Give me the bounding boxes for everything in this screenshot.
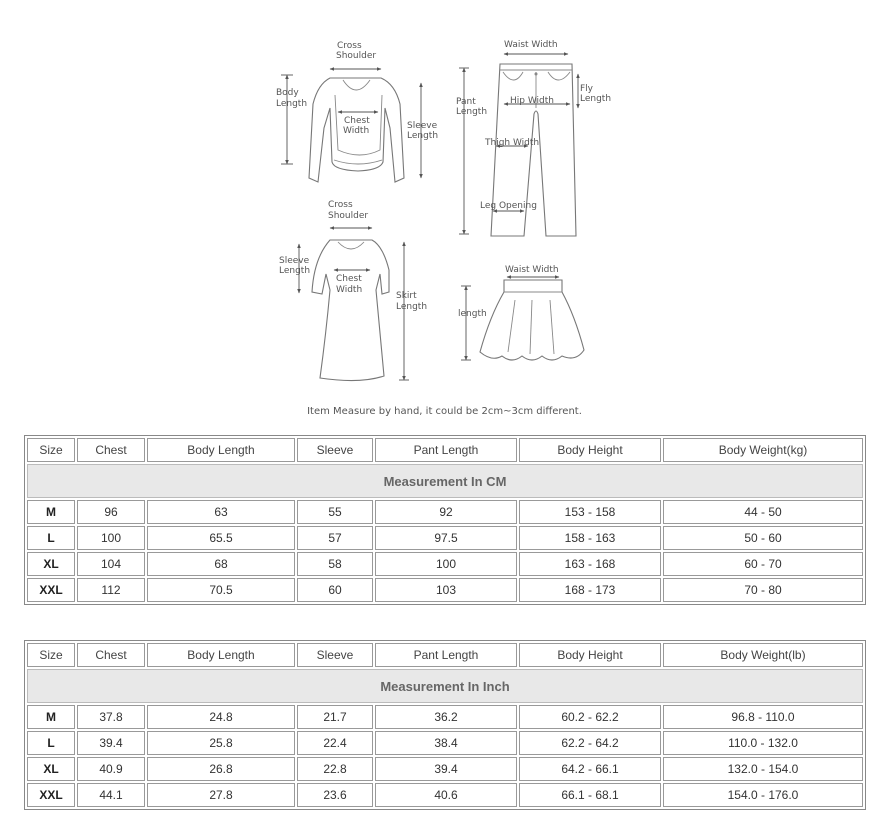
chest-cell: 37.8 [77,705,145,729]
svg-text:Width: Width [343,126,370,136]
measurement-band: Measurement In CM [27,464,863,498]
body-height-cell: 163 - 168 [519,552,661,576]
header-body-length: Body Length [147,643,295,667]
body-height-cell: 158 - 163 [519,526,661,550]
table-header-row [27,438,863,462]
sleeve-cell: 60 [297,578,373,602]
dress-cross-shoulder-label: Cross [328,200,353,210]
body-height-cell: 64.2 - 66.1 [519,757,661,781]
table-row [27,552,863,576]
body-length-cell: 27.8 [147,783,295,807]
svg-text:Length: Length [407,131,439,141]
measurement-band: Measurement In Inch [27,669,863,703]
header-body-height: Body Height [519,438,661,462]
pants-fly-length-label: Fly [580,84,594,94]
chest-cell: 104 [77,552,145,576]
body-length-cell: 65.5 [147,526,295,550]
sleeve-cell: 57 [297,526,373,550]
body-height-cell: 153 - 158 [519,500,661,524]
pants-pant-length-label: Pant [456,97,476,107]
svg-text:Shoulder: Shoulder [336,51,377,61]
pant-length-cell: 38.4 [375,731,517,755]
sleeve-cell: 22.8 [297,757,373,781]
sleeve-cell: 23.6 [297,783,373,807]
skirt-waist-width-label: Waist Width [505,265,559,275]
top-body-length-label: Body [276,88,299,98]
table-row [27,500,863,524]
body-weight-cell: 110.0 - 132.0 [663,731,863,755]
dress-skirt-length-label: Skirt [396,291,417,301]
header-pant-length: Pant Length [375,438,517,462]
body-length-cell: 24.8 [147,705,295,729]
size-table-cm [24,435,866,605]
pant-length-cell: 36.2 [375,705,517,729]
pants-thigh-width-label: Thigh Width [485,138,540,148]
header-size: Size [27,643,75,667]
body-weight-cell: 60 - 70 [663,552,863,576]
table-row [27,757,863,781]
chest-cell: 39.4 [77,731,145,755]
sleeve-cell: 22.4 [297,731,373,755]
chest-cell: 96 [77,500,145,524]
svg-text:Length: Length [580,94,612,104]
header-chest: Chest [77,438,145,462]
table-row [27,526,863,550]
body-weight-cell: 44 - 50 [663,500,863,524]
header-sleeve: Sleeve [297,643,373,667]
header-chest: Chest [77,643,145,667]
pant-length-cell: 103 [375,578,517,602]
pant-length-cell: 92 [375,500,517,524]
size-cell: XXL [27,578,75,602]
body-length-cell: 70.5 [147,578,295,602]
pants-hip-width-label: Hip Width [510,96,554,106]
dress-sleeve-length-label: Sleeve [279,256,310,266]
size-cell: L [27,526,75,550]
body-weight-cell: 154.0 - 176.0 [663,783,863,807]
size-cell: M [27,705,75,729]
chest-cell: 100 [77,526,145,550]
skirt-length-label: length [458,309,487,319]
table-header-row [27,643,863,667]
body-length-cell: 68 [147,552,295,576]
body-weight-cell: 132.0 - 154.0 [663,757,863,781]
size-cell: M [27,500,75,524]
header-body-weight: Body Weight(kg) [663,438,863,462]
pant-length-cell: 97.5 [375,526,517,550]
table-row [27,731,863,755]
body-height-cell: 62.2 - 64.2 [519,731,661,755]
table-row [27,578,863,602]
top-cross-shoulder-label: Cross [337,41,362,51]
svg-text:Width: Width [336,285,363,295]
body-height-cell: 60.2 - 62.2 [519,705,661,729]
table-row [27,783,863,807]
body-length-cell: 25.8 [147,731,295,755]
chest-cell: 44.1 [77,783,145,807]
body-height-cell: 66.1 - 68.1 [519,783,661,807]
header-size: Size [27,438,75,462]
measurement-note: Item Measure by hand, it could be 2cm~3cm different. [307,406,582,417]
top-sleeve-length-label: Sleeve [407,121,438,131]
dress-chest-width-label: Chest [336,274,362,284]
top-chest-width-label: Chest [344,116,370,126]
pant-length-cell: 40.6 [375,783,517,807]
body-weight-cell: 70 - 80 [663,578,863,602]
sleeve-cell: 21.7 [297,705,373,729]
body-length-cell: 26.8 [147,757,295,781]
chest-cell: 112 [77,578,145,602]
table-band-row [27,464,863,498]
svg-text:Length: Length [276,99,308,109]
header-pant-length: Pant Length [375,643,517,667]
svg-text:Length: Length [279,266,311,276]
sleeve-cell: 55 [297,500,373,524]
pant-length-cell: 100 [375,552,517,576]
size-cell: L [27,731,75,755]
pants-waist-width-label: Waist Width [504,40,558,50]
dress-garment-illustration [312,240,389,381]
sleeve-cell: 58 [297,552,373,576]
skirt-garment-illustration [480,280,584,360]
header-body-height: Body Height [519,643,661,667]
table-band-row [27,669,863,703]
svg-text:Shoulder: Shoulder [328,211,369,221]
svg-text:Length: Length [396,302,428,312]
header-body-weight: Body Weight(lb) [663,643,863,667]
body-weight-cell: 50 - 60 [663,526,863,550]
body-length-cell: 63 [147,500,295,524]
size-table-inch [24,640,866,810]
svg-text:Length: Length [456,107,488,117]
body-weight-cell: 96.8 - 110.0 [663,705,863,729]
body-height-cell: 168 - 173 [519,578,661,602]
header-body-length: Body Length [147,438,295,462]
header-sleeve: Sleeve [297,438,373,462]
size-cell: XXL [27,783,75,807]
table-row [27,705,863,729]
pant-length-cell: 39.4 [375,757,517,781]
size-cell: XL [27,757,75,781]
pants-leg-opening-label: Leg Opening [480,201,537,211]
size-cell: XL [27,552,75,576]
chest-cell: 40.9 [77,757,145,781]
